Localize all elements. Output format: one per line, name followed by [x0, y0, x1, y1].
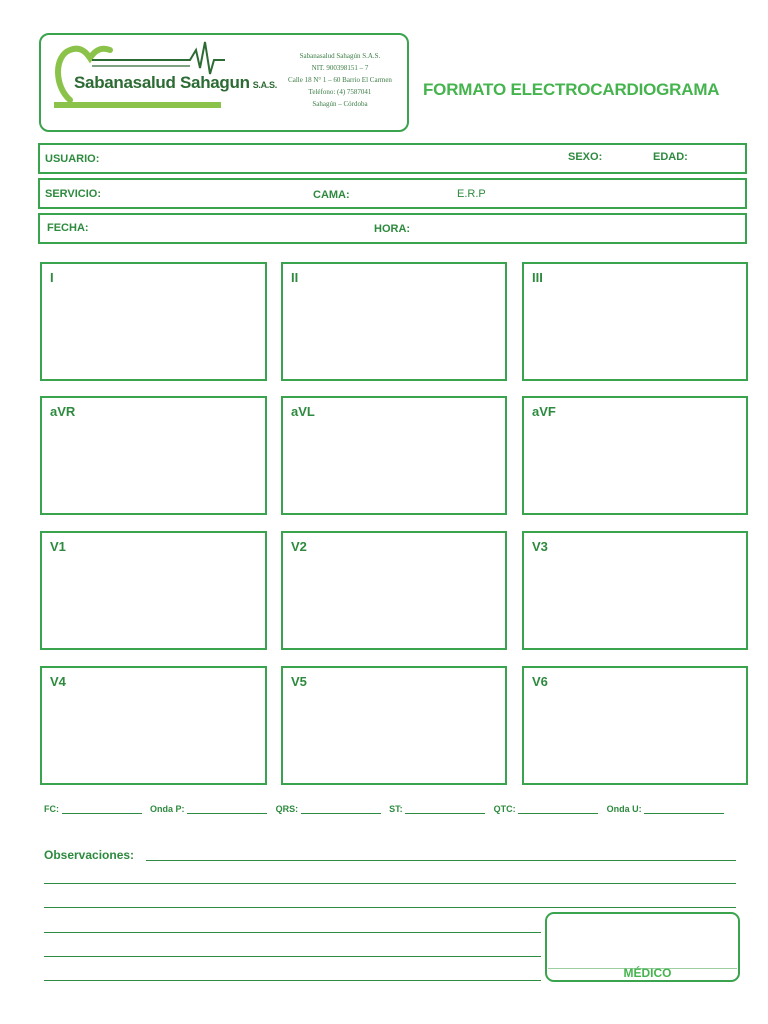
measurement-label: FC:	[44, 804, 59, 814]
sexo-label: SEXO:	[568, 151, 603, 163]
measurements-row	[44, 804, 730, 814]
lead-box-avr[interactable]	[40, 396, 267, 515]
lead-label: I	[50, 270, 54, 285]
company-line-nit: NIT. 900398151 – 7	[311, 64, 369, 72]
erp-label: E.R.P	[457, 188, 486, 200]
measurement-label: QTC:	[493, 804, 516, 814]
measurement-label: Onda P:	[150, 804, 185, 814]
logo-underline-bar	[54, 102, 221, 108]
lead-label: II	[291, 270, 299, 285]
measurement-st	[389, 804, 485, 814]
logo-name: Sabanasalud Sahagun S.A.S.	[74, 73, 277, 92]
measurement-blank[interactable]	[644, 805, 724, 814]
measurement-blank[interactable]	[62, 805, 142, 814]
lead-label: aVF	[532, 404, 556, 419]
lead-box-v3[interactable]	[522, 531, 748, 650]
company-line-name: Sabanasalud Sahagún S.A.S.	[299, 52, 381, 60]
hora-label: HORA:	[374, 223, 411, 235]
form-title: FORMATO ELECTROCARDIOGRAMA	[423, 80, 720, 99]
measurement-blank[interactable]	[518, 805, 598, 814]
lead-label: III	[532, 270, 543, 285]
observaciones-line-5[interactable]	[44, 956, 541, 957]
measurement-blank[interactable]	[405, 805, 485, 814]
measurement-fc	[44, 804, 142, 814]
servicio-row[interactable]	[38, 178, 747, 209]
usuario-label: USUARIO:	[45, 153, 100, 165]
company-line-city: Sahagún – Córdoba	[312, 100, 368, 108]
usuario-row[interactable]	[38, 143, 747, 174]
logo-suffix: S.A.S.	[252, 80, 277, 90]
lead-label: aVR	[50, 404, 76, 419]
lead-box-v6[interactable]	[522, 666, 748, 785]
lead-box-ii[interactable]	[281, 262, 507, 381]
lead-label: V1	[50, 539, 66, 554]
measurement-label: QRS:	[275, 804, 299, 814]
lead-box-iii[interactable]	[522, 262, 748, 381]
observaciones-line-4[interactable]	[44, 932, 541, 933]
medico-label: MÉDICO	[623, 966, 672, 980]
measurement-qtc	[494, 804, 599, 814]
observaciones-line-3[interactable]	[44, 907, 736, 908]
company-info	[270, 50, 410, 110]
observaciones-line-6[interactable]	[44, 980, 541, 981]
lead-label: V5	[291, 674, 307, 689]
measurement-qrs	[276, 804, 381, 814]
measurement-blank[interactable]	[301, 805, 381, 814]
fecha-label: FECHA:	[47, 222, 89, 234]
observaciones-line-2[interactable]	[44, 883, 736, 884]
measurement-onda-u	[607, 804, 725, 814]
lead-box-avl[interactable]	[281, 396, 507, 515]
company-line-phone: Teléfono: (4) 7587041	[308, 88, 372, 96]
lead-label: V4	[50, 674, 66, 689]
lead-box-v1[interactable]	[40, 531, 267, 650]
measurement-onda-p	[150, 804, 267, 814]
lead-box-i[interactable]	[40, 262, 267, 381]
lead-label: V6	[532, 674, 548, 689]
lead-box-v2[interactable]	[281, 531, 507, 650]
cama-label: CAMA:	[313, 189, 350, 201]
observaciones-label: Observaciones:	[44, 848, 135, 862]
lead-label: V2	[291, 539, 307, 554]
measurement-label: ST:	[389, 804, 403, 814]
lead-label: V3	[532, 539, 548, 554]
measurement-label: Onda U:	[606, 804, 642, 814]
lead-box-v4[interactable]	[40, 666, 267, 785]
observaciones-line-1[interactable]	[146, 860, 736, 861]
lead-label: aVL	[291, 404, 315, 419]
edad-label: EDAD:	[653, 151, 688, 163]
lead-box-avf[interactable]	[522, 396, 748, 515]
measurement-blank[interactable]	[187, 805, 267, 814]
company-line-address: Calle 18 N° 1 – 60 Barrio El Carmen	[288, 76, 392, 84]
servicio-label: SERVICIO:	[45, 188, 102, 200]
lead-box-v5[interactable]	[281, 666, 507, 785]
